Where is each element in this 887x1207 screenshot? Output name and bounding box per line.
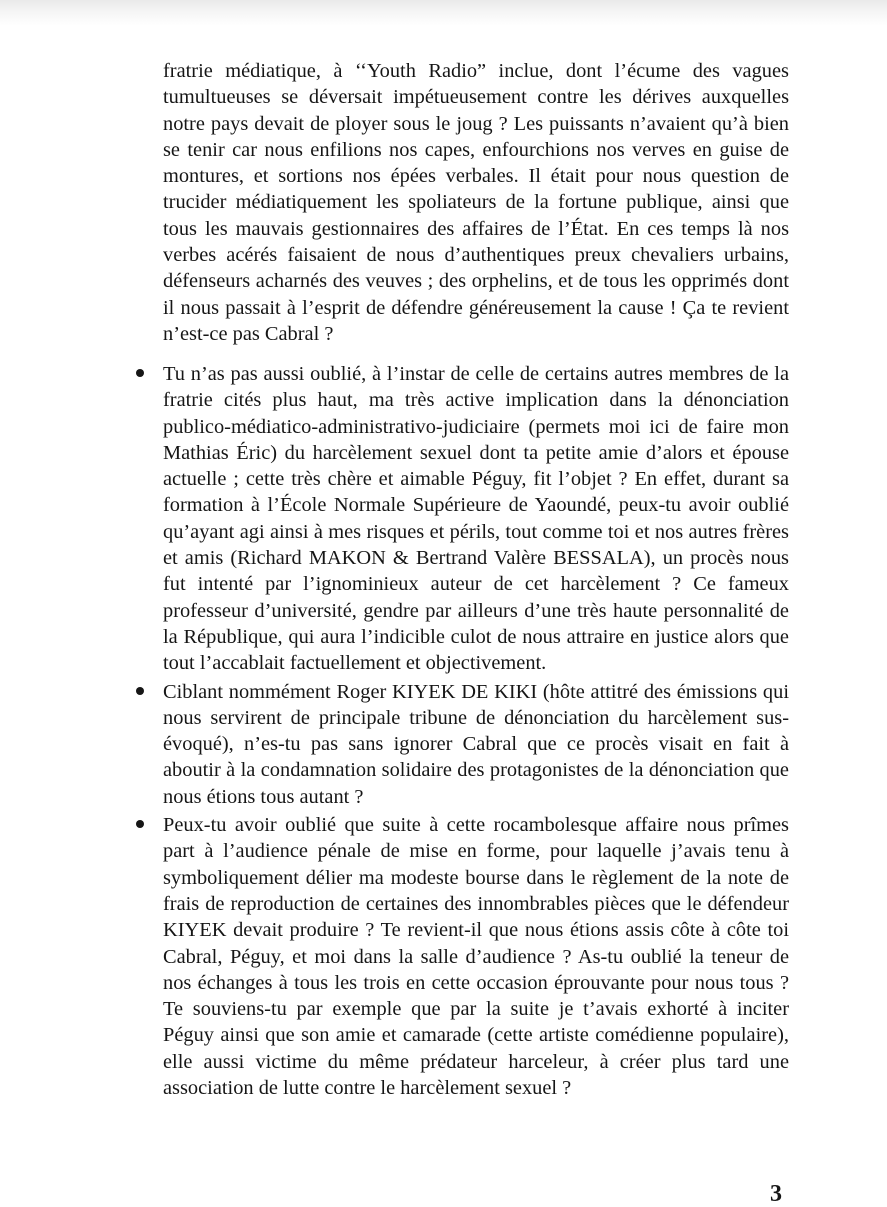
bullet-item xyxy=(163,361,789,677)
intro-paragraph: fratrie médiatique, à ‘‘Youth Radio” inclue, dont l’écume des vagues tumultueuses se déversait impétueusement contre les dérives auxquelles notre pays devait de ployer sous le joug ? Les puissants n’avaient qu’à bien se tenir car nous enfilions nos capes, enfourchions nos verves en guise de montures, et sortions nos épées verbales. Il était pour nous question de trucider médiatiquement les spoliateurs de la fortune publique, ainsi que tous les mauvais gestionnaires des affaires de l’État. En ces temps là nos verbes acérés faisaient de nous d’authentiques preux chevaliers urbains, défenseurs acharnés des veuves ; des orphelins, et de tous les opprimés dont il nous passait à l’esprit de défendre généreusement la cause ! Ça te revient n’est-ce pas Cabral ? xyxy=(163,60,789,345)
bullet-item xyxy=(163,812,789,1101)
bullet-text: Tu n’as pas aussi oublié, à l’instar de celle de certains autres membres de la fratrie cités plus haut, ma très active implication dans la dénonciation publico-médiatico-administrativo-judiciaire (permets moi ici de faire mon Mathias Éric) du harcèlement sexuel dont ta petite amie d’alors et épouse actuelle ; cette très chère et aimable Péguy, fit l’objet ? En effet, durant sa formation à l’École Normale Supérieure de Yaoundé, peux-tu avoir oublié qu’ayant agi ainsi à mes risques et périls, tout comme toi et nos autres frères et amis (Richard MAKON & Bertrand Valère BESSALA), un procès nous fut intenté par l’ignominieux auteur de cet harcèlement ? Ce fameux professeur d’université, gendre par ailleurs d’une très haute personnalité de la République, qui aura l’indicible culot de nous attraire en justice alors que tout l’accablait factuellement et objectivement. xyxy=(163,363,789,675)
bullet-item xyxy=(163,679,789,810)
bullet-icon xyxy=(136,369,144,377)
bullet-text: Ciblant nommément Roger KIYEK DE KIKI (hôte attitré des émissions qui nous servirent de principale tribune de dénonciation du harcèlement sus-évoqué), n’es-tu pas sans ignorer Cabral que ce procès visait en fait à aboutir à la condamnation solidaire des protagonistes de la dénonciation que nous étions tous autant ? xyxy=(163,680,789,808)
bullet-list xyxy=(163,361,789,1103)
page-number: 3 xyxy=(770,1181,782,1207)
bullet-text: Peux-tu avoir oublié que suite à cette rocambolesque affaire nous prîmes part à l’audience pénale de mise en forme, pour laquelle j’avais tenu à symboliquement délier ma modeste bourse dans le règlement de la note de frais de reproduction de certaines des innombrables pièces que le défendeur KIYEK devait produire ? Te revient-il que nous étions assis côte à côte toi Cabral, Péguy, et moi dans la salle d’audience ? As-tu oublié la teneur de nos échanges à tous les trois en cette occasion éprouvante pour nous tous ? Te souviens-tu par exemple que par la suite je t’avais exhorté à inciter Péguy ainsi que son amie et camarade (cette artiste comédienne populaire), elle aussi victime du même prédateur harceleur, à créer plus tard une association de lutte contre le harcèlement sexuel ? xyxy=(163,814,789,1100)
bullet-icon xyxy=(136,820,144,828)
bullet-icon xyxy=(136,687,144,695)
